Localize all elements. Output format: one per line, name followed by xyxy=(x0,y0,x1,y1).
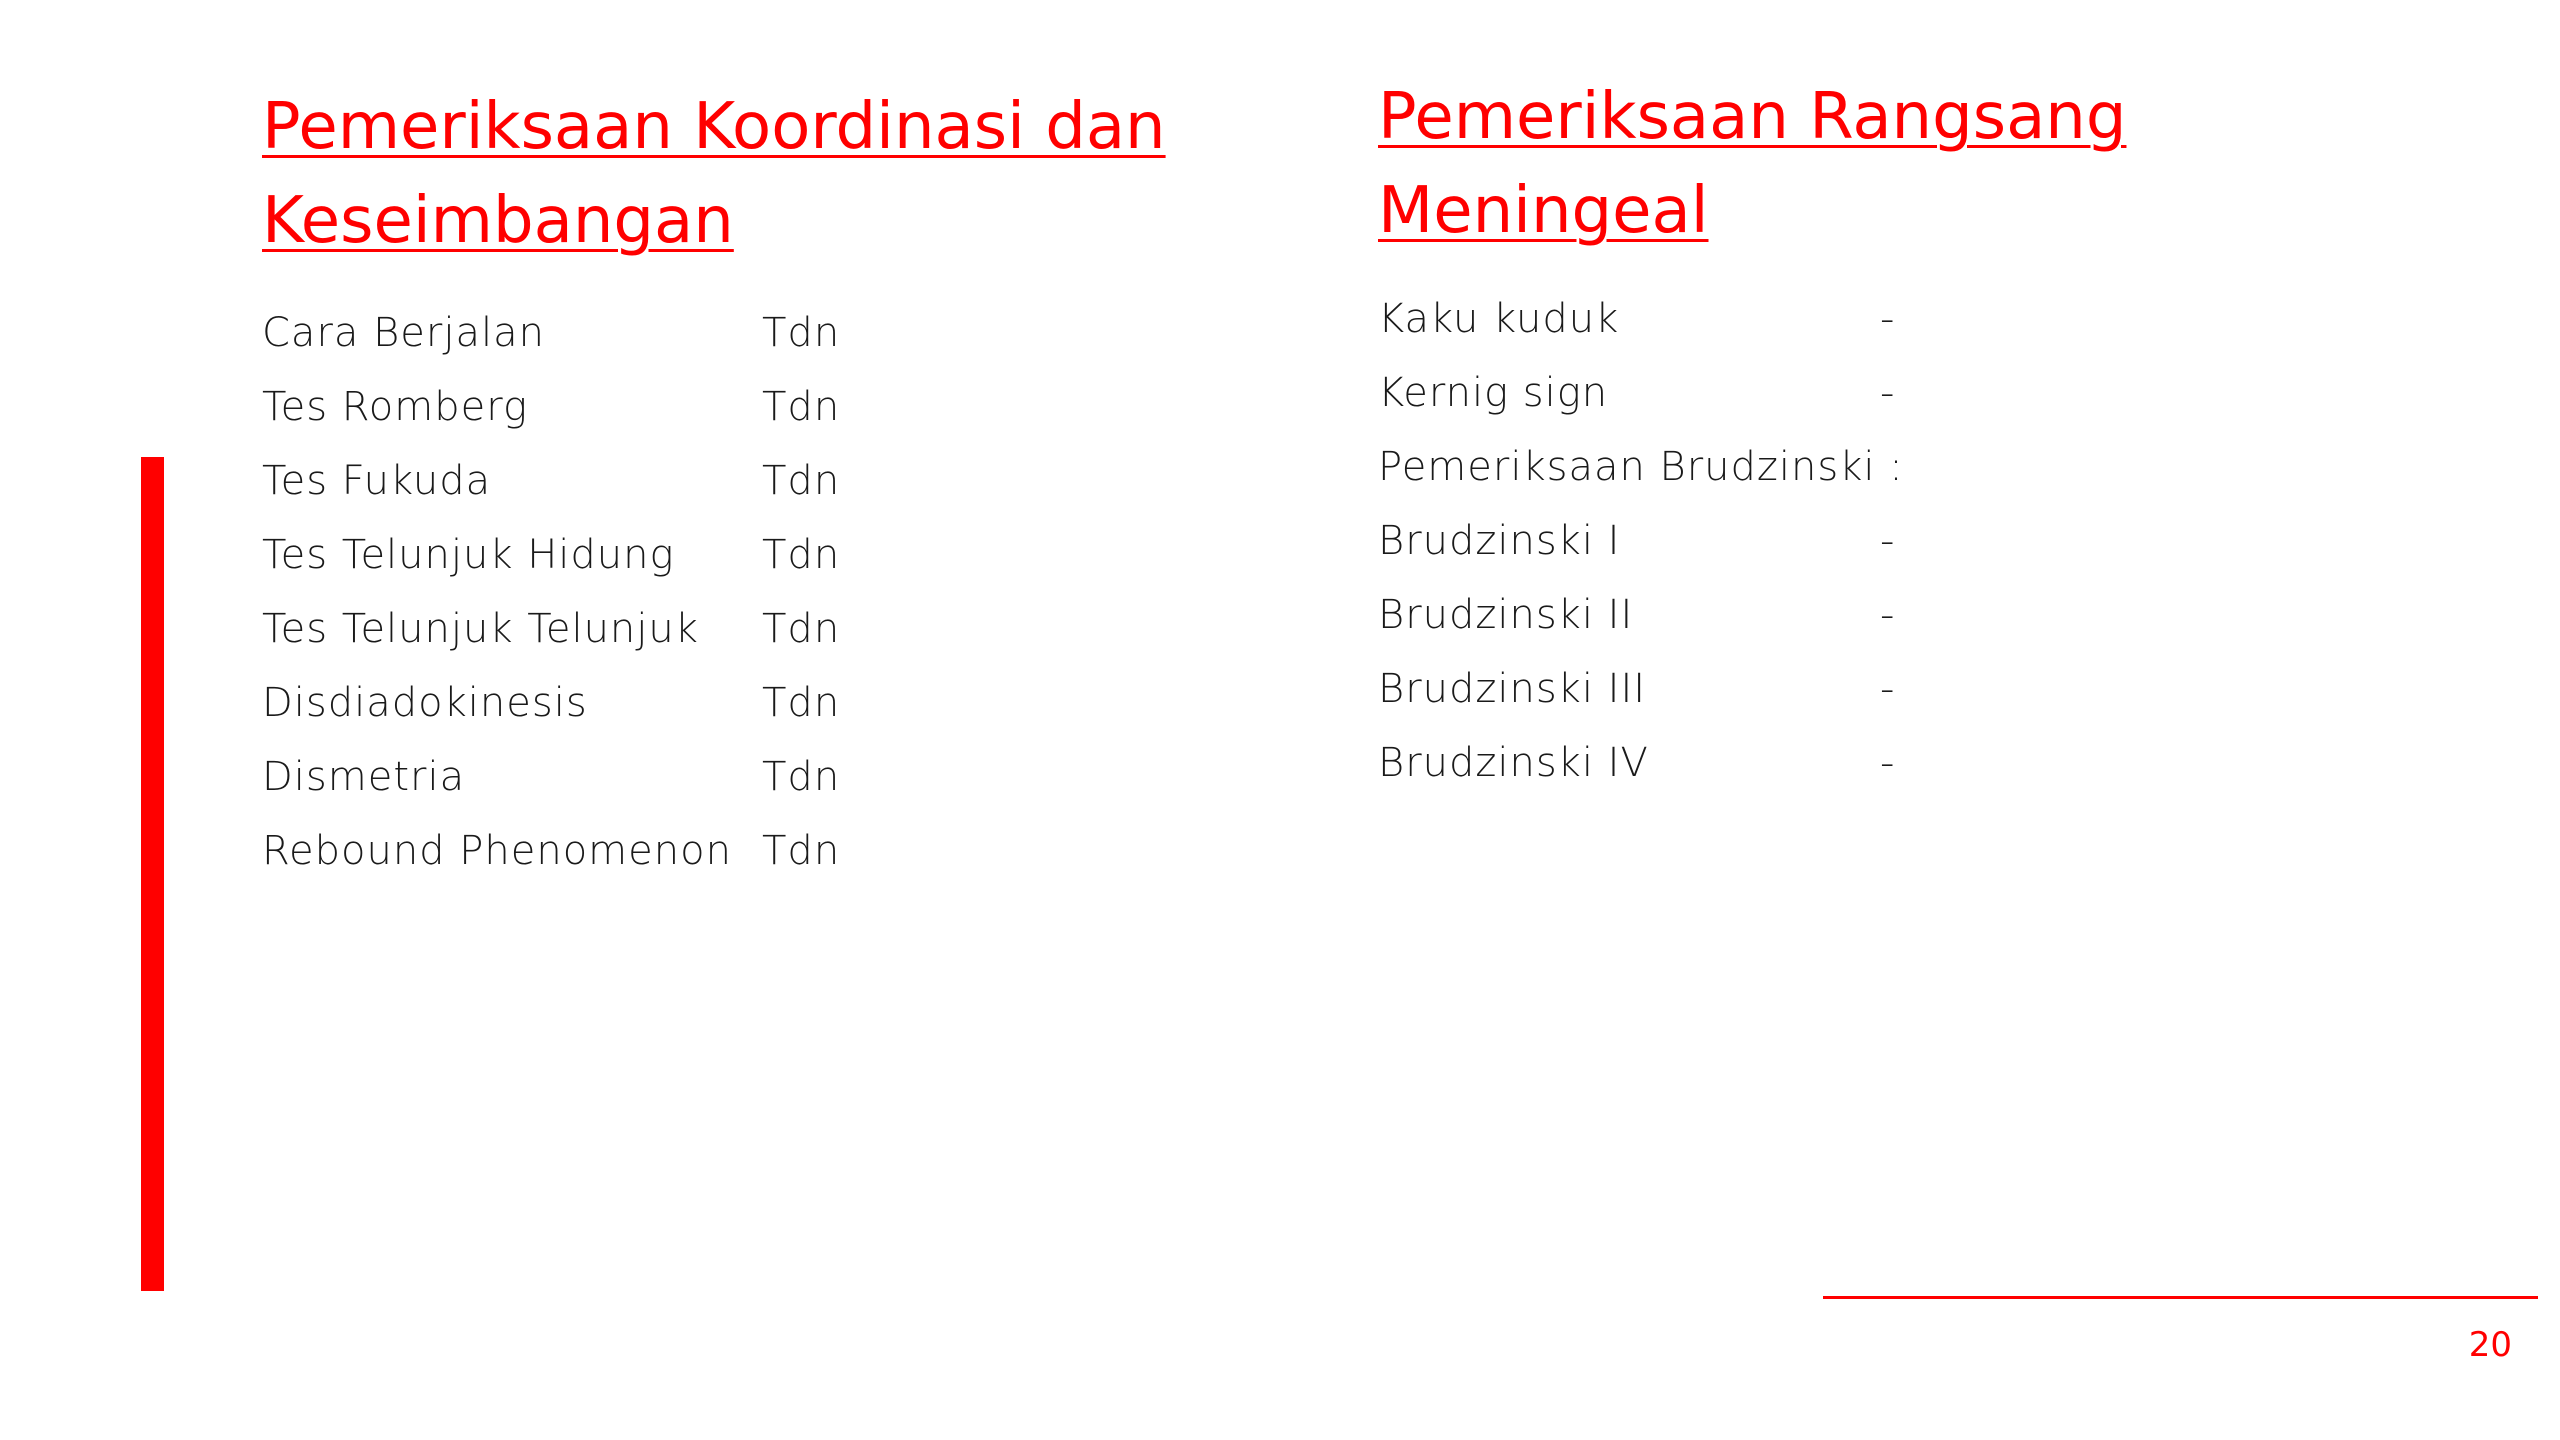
list-item xyxy=(1378,504,2378,578)
row-label: Kaku kuduk xyxy=(1378,296,1620,342)
list-item xyxy=(262,444,1262,518)
list-item xyxy=(262,518,1262,592)
row-label: Brudzinski II xyxy=(1378,592,1634,638)
list-item xyxy=(262,666,1262,740)
row-value: Tdn xyxy=(762,680,841,726)
list-item xyxy=(262,370,1262,444)
row-label: Tes Fukuda xyxy=(262,458,492,504)
section-title-koordinasi: Pemeriksaan Koordinasi dan Keseimbangan xyxy=(262,90,1166,258)
row-label: Kernig sign xyxy=(1378,370,1609,416)
row-value: - xyxy=(1880,518,1896,564)
row-label: Tes Telunjuk Hidung xyxy=(262,532,675,578)
accent-bar xyxy=(141,457,164,1291)
row-label: Cara Berjalan xyxy=(262,310,545,356)
row-value: Tdn xyxy=(762,310,841,356)
row-value: - xyxy=(1880,592,1896,638)
row-label: Disdiadokinesis xyxy=(262,680,588,726)
row-label: Brudzinski I xyxy=(1378,518,1621,564)
list-item xyxy=(1378,652,2378,726)
section-koordinasi xyxy=(262,80,1262,888)
row-label: Pemeriksaan Brudzinski : xyxy=(1378,444,1904,490)
list-item xyxy=(262,814,1262,888)
list-item xyxy=(1378,282,2378,356)
row-value: Tdn xyxy=(762,754,841,800)
list-item xyxy=(262,592,1262,666)
row-value: Tdn xyxy=(762,458,841,504)
row-value: - xyxy=(1880,666,1896,712)
list-item xyxy=(1378,726,2378,800)
row-value: Tdn xyxy=(762,384,841,430)
row-value: Tdn xyxy=(762,532,841,578)
page-number: 20 xyxy=(2468,1325,2512,1365)
list-item xyxy=(1378,430,2378,504)
section-title-meningeal: Pemeriksaan Rangsang Meningeal xyxy=(1378,80,2127,248)
row-label: Brudzinski IV xyxy=(1378,740,1649,786)
koordinasi-list xyxy=(262,296,1262,888)
meningeal-list xyxy=(1378,282,2378,800)
row-label: Tes Telunjuk Telunjuk xyxy=(262,606,699,652)
row-label: Rebound Phenomenon xyxy=(262,828,732,874)
section-meningeal xyxy=(1378,70,2378,800)
row-value: - xyxy=(1880,296,1896,342)
list-item xyxy=(262,296,1262,370)
list-item xyxy=(262,740,1262,814)
row-label: Dismetria xyxy=(262,754,466,800)
row-label: Brudzinski III xyxy=(1378,666,1647,712)
footer-divider xyxy=(1823,1296,2538,1299)
row-value: Tdn xyxy=(762,828,841,874)
row-label: Tes Romberg xyxy=(262,384,528,430)
row-value: Tdn xyxy=(762,606,841,652)
list-item xyxy=(1378,356,2378,430)
row-value: - xyxy=(1880,370,1896,416)
row-value: - xyxy=(1880,740,1896,786)
list-item xyxy=(1378,578,2378,652)
